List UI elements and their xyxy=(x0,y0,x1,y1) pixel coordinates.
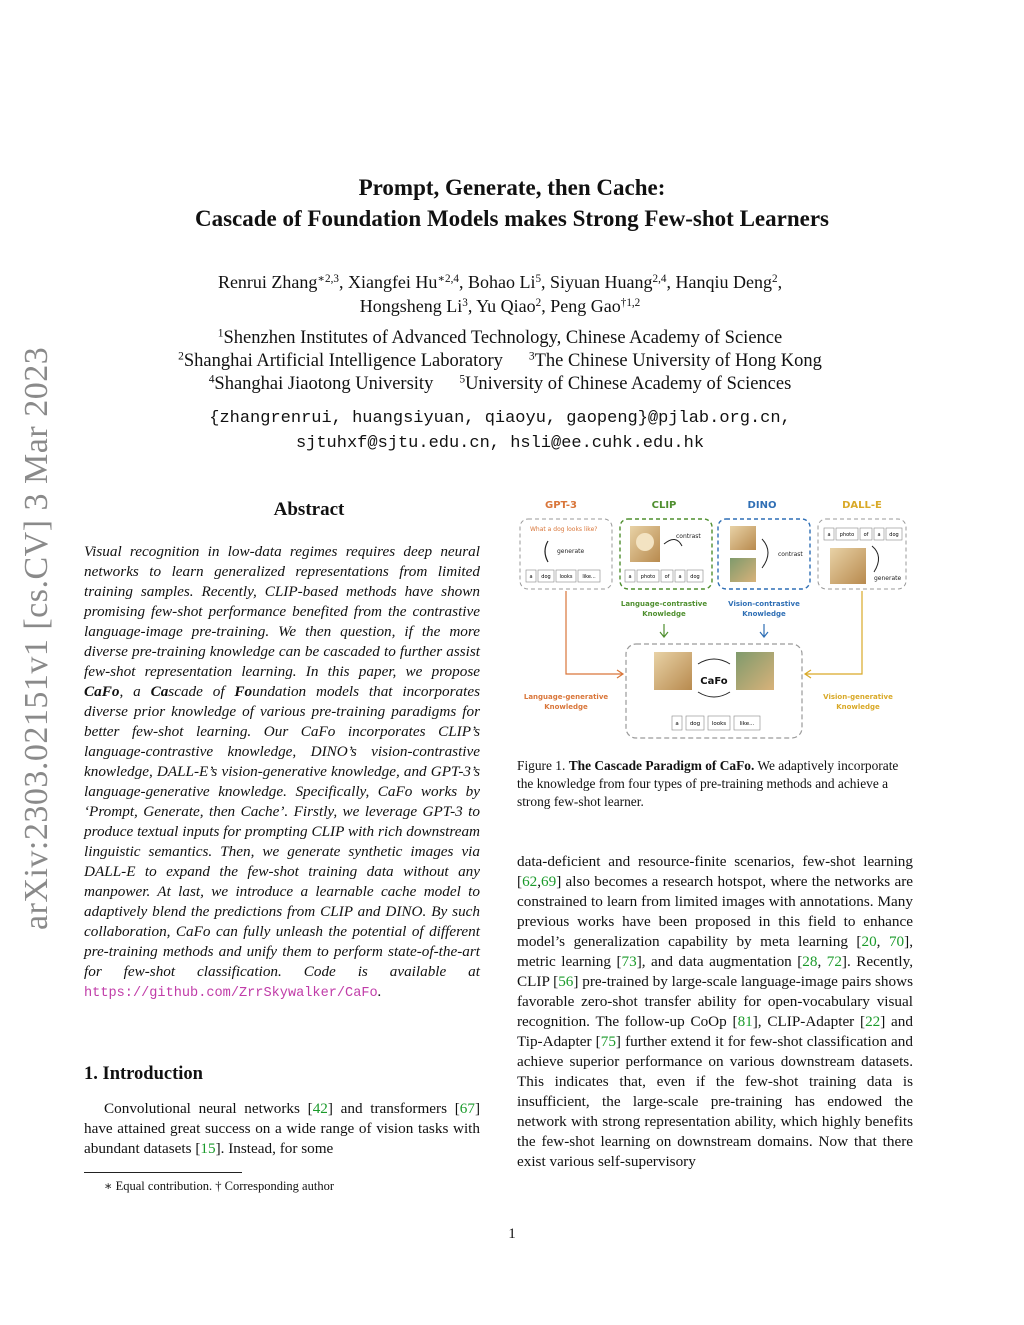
gpt3-generate-label: generate xyxy=(557,548,585,555)
dino-dog-image-2 xyxy=(730,558,756,582)
citation-link[interactable]: 72 xyxy=(826,953,842,970)
lang-generative-label-2: Knowledge xyxy=(544,703,588,711)
figure-cascade-paradigm xyxy=(512,494,912,744)
vis-contrastive-label-2: Knowledge xyxy=(742,610,786,618)
citation-link[interactable]: 28 xyxy=(802,953,818,970)
token: dog xyxy=(690,574,700,580)
author: Peng Gao$^{\dagger 1,2}$ xyxy=(550,296,641,316)
figure-caption: Figure 1. The Cascade Paradigm of CaFo. We adaptively incorporate the knowledge from four types of pre-training methods and achieve a strong few-shot learner. xyxy=(517,758,899,809)
vis-contrastive-label-1: Vision-contrastive xyxy=(728,600,800,608)
cafo-dog-image-2 xyxy=(736,652,774,690)
cafo-label: CaFo xyxy=(700,676,728,687)
citation-link[interactable]: 62 xyxy=(522,873,538,890)
cafo-dog-image-1 xyxy=(654,652,692,690)
affiliation: $^5$University of Chinese Academy of Sciences xyxy=(459,373,792,394)
citation-link[interactable]: 69 xyxy=(541,873,557,890)
clip-token-row xyxy=(625,570,703,582)
right-column-paragraph: data-deficient and resource-finite scenarios, few-shot learning [62,69] also becomes a research hotspot, where the networks are constrained to learn from limited images with annotations. Many previous works have been proposed in this field to enhance model’s generalization capability by meta learning [20, 70], metric learning [73], and data augmentation [28, 72]. Recently, CLIP [56] pre-trained by large-scale language-image pairs shows favorable zero-shot transfer ability for open-vocabulary visual recognition. The follow-up CoOp [81], CLIP-Adapter [22] and Tip-Adapter [75] further extend it for few-shot classification and achieve superior performance on various downstream datasets. This indicates that, even if the few-shot training data is insufficient, the large-scale pre-training has endowed the network with strong representation ability, which highly benefits the few-shot learning on downstream domains. Now that there exist various self-supervisory xyxy=(517,853,914,1170)
gpt3-token-row xyxy=(526,570,600,582)
affiliation: $^3$The Chinese University of Hong Kong xyxy=(528,350,822,371)
gpt3-question: What a dog looks like? xyxy=(530,526,598,533)
footnote: ∗ Equal contribution. † Corresponding author xyxy=(104,1179,334,1193)
label-gpt3: GPT-3 xyxy=(545,500,577,511)
abstract-body: Visual recognition in low-data regimes requires deep neural networks to learn generalized representations from limited training samples. Recently, CLIP-based methods have shown promising few-shot performance benefited from the contrastive language-image pre-training. We then question, if the more diverse pre-training knowledge can be cascaded to further assist few-shot representation learning. In this paper, we propose CaFo, a Cascade of Foundation models that incorporates diverse prior knowledge of various pre-training paradigms for better few-shot learning. Our CaFo incorporates CLIP’s language-contrastive knowledge, DINO’s vision-contrastive knowledge, DALL-E’s vision-generative knowledge, and GPT-3’s language-generative knowledge. Specifically, CaFo works by ‘Prompt, Generate, then Cache’. Firstly, we leverage GPT-3 to produce textual inputs for prompting CLIP with rich downstream linguistic semantics. Then, we generate synthetic images via DALL-E to expand the few-shot training data without any manpower. At last, we introduce a learnable cache model to adaptively blend the predictions from CLIP and DINO. By such collaboration, CaFo can fully unleash the potential of different pre-training methods and unify them to perform state-of-the-art for few-shot classification. Code is available at https://github.com/ZrrSkywalker/CaFo. xyxy=(84,543,480,1001)
token: dog xyxy=(889,532,899,538)
token: photo xyxy=(839,532,855,538)
token: of xyxy=(664,574,670,580)
introduction-paragraph: Convolutional neural networks [42] and transformers [67] have attained great success on a wide range of vision tasks with abundant datasets [15]. Instead, for some xyxy=(84,1100,481,1157)
affiliations xyxy=(100,327,900,396)
paper-title xyxy=(0,172,1024,234)
affiliation: $^4$Shanghai Jiaotong University xyxy=(208,373,434,394)
dalle-token-row xyxy=(824,528,902,540)
abstract-heading: Abstract xyxy=(273,499,345,520)
author: Yu Qiao$^2$, xyxy=(476,296,551,316)
token: like... xyxy=(582,574,596,580)
citation-link[interactable]: 73 xyxy=(621,953,637,970)
dalle-to-cafo-arrow xyxy=(805,591,862,678)
arxiv-stamp: arXiv:2303.02151v1 [cs.CV] 3 Mar 2023 xyxy=(18,346,55,930)
token: a xyxy=(877,532,881,538)
dalle-generate-arrow xyxy=(872,546,879,572)
title-line-1: Prompt, Generate, then Cache: xyxy=(358,175,666,200)
citation-link[interactable]: 15 xyxy=(200,1140,216,1157)
figure-diagram xyxy=(512,494,912,744)
vis-generative-label-1: Vision-generative xyxy=(823,693,893,701)
cafo-token-row xyxy=(672,716,760,730)
dog-face-shape xyxy=(636,533,654,551)
clip-contrast-label: contrast xyxy=(676,533,701,540)
lang-contrastive-label-2: Knowledge xyxy=(642,610,686,618)
citation-link[interactable]: 81 xyxy=(737,1013,753,1030)
token: dog xyxy=(689,721,701,727)
label-dino: DINO xyxy=(747,500,777,511)
token: like... xyxy=(739,721,755,727)
author: Renrui Zhang$^{∗2,3}$, xyxy=(217,272,348,292)
dalle-dog-image xyxy=(830,548,866,584)
affiliation: $^1$Shenzhen Institutes of Advanced Technology, Chinese Academy of Science xyxy=(217,327,783,348)
vis-generative-label-2: Knowledge xyxy=(836,703,880,711)
token: looks xyxy=(559,574,573,580)
dino-dog-image-1 xyxy=(730,526,756,550)
token: a xyxy=(628,574,632,580)
token: dog xyxy=(541,574,551,580)
title-line-2: Cascade of Foundation Models makes Strong Few-shot Learners xyxy=(195,206,829,231)
author: Siyuan Huang$^{2,4}$, xyxy=(550,272,676,292)
token: photo xyxy=(640,574,656,580)
lang-contrastive-label-1: Language-contrastive xyxy=(620,600,708,608)
author: Hanqiu Deng$^2$, xyxy=(675,272,783,292)
label-dalle: DALL-E xyxy=(842,500,882,511)
citation-link[interactable]: 20 xyxy=(861,933,877,950)
dalle-generate-label: generate xyxy=(874,575,902,582)
token: a xyxy=(529,574,533,580)
token: of xyxy=(863,532,869,538)
lang-generative-label-1: Language-generative xyxy=(523,693,609,701)
citation-link[interactable]: 22 xyxy=(865,1013,881,1030)
token: looks xyxy=(711,721,727,727)
author-emails xyxy=(100,406,900,456)
dino-contrast-label: contrast xyxy=(778,551,803,558)
cafo-top-arrow xyxy=(698,659,730,664)
token: a xyxy=(678,574,682,580)
author-list xyxy=(120,270,880,318)
author: Bohao Li$^5$, xyxy=(467,272,551,292)
gpt3-to-cafo-arrow xyxy=(566,591,623,678)
token: a xyxy=(675,721,679,727)
section-heading-introduction: 1. Introduction xyxy=(84,1064,203,1084)
author: Xiangfei $Hu^{∗2,4}$, xyxy=(347,272,468,292)
code-link[interactable]: https://github.com/ZrrSkywalker/CaFo xyxy=(84,986,378,1001)
affiliation: $^2$Shanghai Artificial Intelligence Laboratory xyxy=(178,350,503,371)
dino-down-arrow xyxy=(760,624,768,637)
email-line-1[interactable]: {zhangrenrui, huangsiyuan, qiaoyu, gaopeng}@pjlab.org.cn, xyxy=(209,409,791,428)
cafo-bottom-arrow xyxy=(698,692,730,697)
label-clip: CLIP xyxy=(651,500,677,511)
gpt3-generate-arrow xyxy=(545,541,548,562)
citation-link[interactable]: 42 xyxy=(312,1100,328,1117)
citation-link[interactable]: 67 xyxy=(459,1100,475,1117)
footnote-rule xyxy=(84,1172,242,1173)
page-number: 1 xyxy=(508,1226,516,1242)
citation-link[interactable]: 75 xyxy=(600,1033,616,1050)
clip-down-arrow xyxy=(660,624,668,637)
citation-link[interactable]: 70 xyxy=(888,933,905,950)
citation-link[interactable]: 56 xyxy=(558,973,574,990)
author: Hongsheng Li$^3$, xyxy=(359,296,477,316)
dino-contrast-arrow xyxy=(762,539,768,568)
clip-contrast-arrow xyxy=(664,539,682,546)
token: a xyxy=(827,532,831,538)
email-line-2[interactable]: sjtuhxf@sjtu.edu.cn, hsli@ee.cuhk.edu.hk xyxy=(295,434,705,453)
